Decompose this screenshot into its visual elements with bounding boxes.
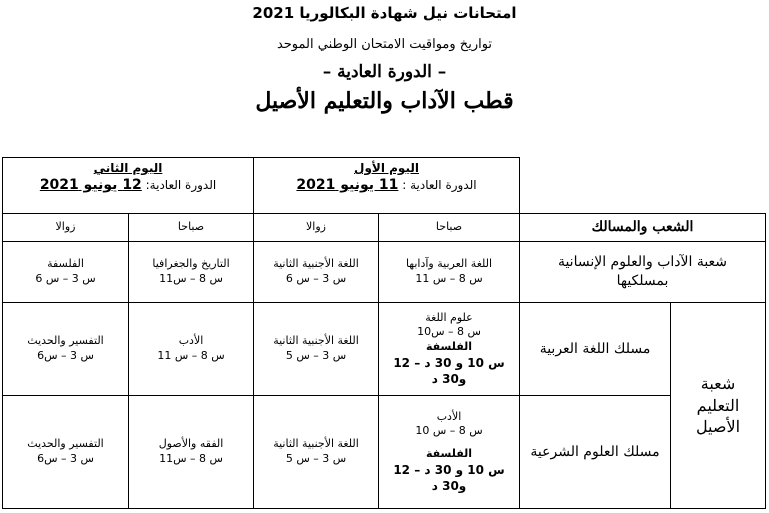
time: س 3 – س6 [37, 349, 94, 362]
r2-d2-afternoon [2, 302, 129, 396]
time-2a: س 10 و 30 د – 12 [393, 356, 505, 371]
time: س 3 – س 6 [285, 272, 347, 285]
r1-d1-morning [378, 241, 520, 303]
day2-date: 12 يونيو 2021 [39, 177, 142, 194]
day1-session: الدورة العادية : [402, 178, 477, 193]
time-2b: و30 د [431, 479, 467, 494]
day2-title: اليوم الثاني [93, 161, 163, 175]
time: س 3 – س6 [37, 452, 94, 465]
col-d1-morning: صباحا [378, 213, 520, 242]
r2-d1-morning [378, 302, 520, 396]
subject: الفلسفة [47, 257, 84, 271]
r1-d2-morning [128, 241, 254, 303]
group-label-original-education: شعبة التعليم الأصيل [670, 302, 766, 509]
time: س 3 – س 6 [35, 272, 96, 285]
subject: الأدب [178, 334, 204, 348]
r3-d1-morning [378, 395, 520, 509]
subject: اللغة الأجنبية الثانية [273, 437, 359, 451]
day1-session-line [296, 176, 476, 195]
r2-d1-afternoon [253, 302, 379, 396]
pole-title: قطب الآداب والتعليم الأصيل [255, 88, 514, 114]
subject: علوم اللغة [425, 310, 473, 324]
day2-session-line [40, 176, 216, 195]
day1-date: 11 يونيو 2021 [296, 177, 399, 194]
exam-subtitle: تواريخ ومواقيت الامتحان الوطني الموحد [276, 37, 493, 52]
col-d2-morning: صباحا [128, 213, 254, 242]
subject-2: الفلسفة [425, 340, 473, 354]
day2-session: الدورة العادية: [145, 178, 217, 193]
r3-branch: مسلك العلوم الشرعية [519, 395, 671, 509]
subject: التفسير والحديث [27, 334, 104, 348]
time: س 8 – س10 [417, 325, 481, 339]
time-2b: و30 د [431, 372, 467, 387]
r1-d1-afternoon [253, 241, 379, 303]
r2-branch: مسلك اللغة العربية [519, 302, 671, 396]
time: س 3 – س 5 [285, 452, 347, 465]
subject: اللغة الأجنبية الثانية [273, 334, 359, 348]
subject: التاريخ والجغرافيا [152, 257, 230, 271]
time: س 8 – س11 [159, 272, 223, 285]
day1-title: اليوم الأول [354, 161, 419, 175]
exam-title: امتحانات نيل شهادة البكالوريا 2021 [252, 4, 517, 22]
col-branches: الشعب والمسالك [519, 213, 766, 242]
time: س 8 – س 11 [157, 349, 225, 362]
day2-header [2, 157, 254, 214]
time: س 8 – س 11 [415, 272, 483, 285]
subject: اللغة الأجنبية الثانية [273, 257, 359, 271]
r1-d2-afternoon [2, 241, 129, 303]
subject-2: الفلسفة [425, 447, 473, 461]
session-title: – الدورة العادية – [322, 62, 447, 82]
r3-d1-afternoon [253, 395, 379, 509]
subject: اللغة العربية وآدابها [405, 257, 493, 271]
r1-branch: شعبة الآداب والعلوم الإنسانية بمسلكيها [519, 241, 766, 303]
time: س 8 – س11 [159, 452, 223, 465]
subject: الفقه والأصول [158, 437, 224, 451]
subject: الأدب [436, 409, 462, 423]
r3-d2-morning [128, 395, 254, 509]
time-2a: س 10 و 30 د – 12 [393, 463, 505, 478]
r2-d2-morning [128, 302, 254, 396]
day1-header [253, 157, 520, 214]
r3-d2-afternoon [2, 395, 129, 509]
time: س 3 – س 5 [285, 349, 347, 362]
col-d1-afternoon: زوالا [253, 213, 379, 242]
time: س 8 – س 10 [415, 424, 483, 438]
subject: التفسير والحديث [27, 437, 104, 451]
col-d2-afternoon: زوالا [2, 213, 129, 242]
